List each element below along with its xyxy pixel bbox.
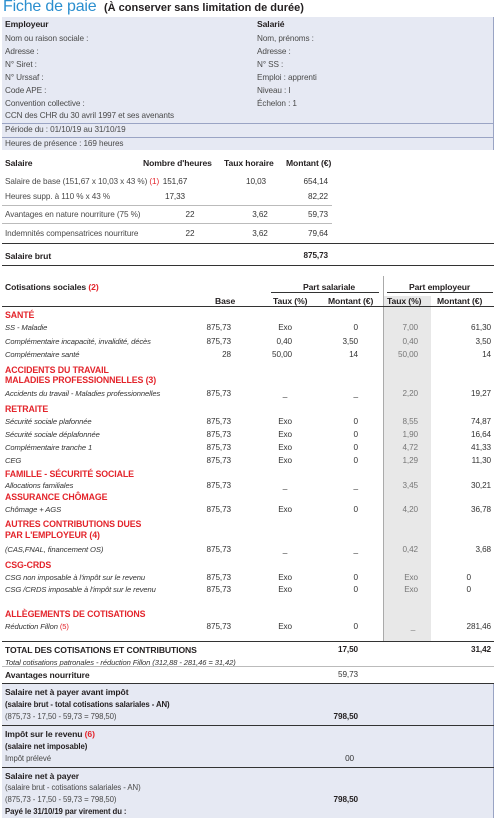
cotisation-montant-employeur: 16,64: [471, 430, 491, 439]
page-title: Fiche de paie: [3, 0, 97, 15]
cotisation-montant-employeur: 61,30: [471, 323, 491, 332]
employer-line: Adresse :: [5, 47, 39, 56]
divider: [2, 725, 494, 726]
cotisation-montant-employeur: 11,30: [471, 456, 491, 465]
avantages-label: Avantages nourriture: [5, 670, 90, 680]
salary-row-hours: 22: [185, 229, 195, 238]
employer-line: CCN des CHR du 30 avril 1997 et ses avenants: [5, 111, 174, 120]
impot-sub1: (salaire net imposable): [5, 742, 88, 751]
section-title: RETRAITE: [5, 404, 49, 414]
cotisation-montant-salarie: _: [353, 481, 358, 490]
cotisation-base: 875,73: [206, 323, 231, 332]
cotisation-label: (CAS,FNAL, financement OS): [5, 545, 104, 554]
col-taux-salarie: Taux (%): [273, 296, 308, 306]
page-subtitle: (À conserver sans limitation de durée): [104, 2, 304, 14]
cotisation-montant-salarie: 0: [353, 417, 358, 426]
cotisation-label: Allocations familiales: [5, 481, 74, 490]
divider: [2, 767, 494, 768]
cotisation-taux-salarie: 0,40: [276, 337, 292, 346]
cotisation-label-text: Réduction Fillon: [5, 622, 60, 631]
section-title: FAMILLE - SÉCURITÉ SOCIALE: [5, 469, 134, 479]
cotisation-montant-employeur: 3,50: [475, 337, 491, 346]
employer-line: Convention collective :: [5, 99, 85, 108]
cotisation-taux-salarie: Exo: [278, 323, 292, 332]
salary-header-rate: Taux horaire: [224, 158, 274, 168]
cotisation-label: Chômage + AGS: [5, 505, 62, 514]
salary-header-hours: Nombre d'heures: [143, 158, 212, 168]
cotisation-montant-employeur: 41,33: [471, 443, 491, 452]
cotisation-base: 875,73: [206, 622, 231, 631]
col-separator: [383, 276, 384, 641]
cotisation-taux-salarie: _: [282, 545, 288, 554]
salary-row-label: Salaire de base (151,67 x 10,03 x 43 %): [5, 177, 150, 186]
salary-row-rate: 10,03: [246, 177, 266, 186]
cotisation-montant-employeur: 14: [482, 350, 491, 359]
salary-row-label: Indemnités compensatrices nourriture: [5, 229, 139, 238]
employee-line: Niveau : I: [257, 86, 291, 95]
cotisations-title: [5, 282, 99, 292]
net-payer-value: 798,50: [333, 795, 358, 804]
cotisation-label: Accidents du travail - Maladies professionnelles: [5, 389, 161, 398]
salary-row-ref: (1): [149, 177, 160, 186]
cotisation-montant-employeur: 36,78: [471, 505, 491, 514]
col-montant-salarie: Montant (€): [328, 296, 374, 306]
cotisation-taux-salarie: Exo: [278, 585, 292, 594]
section-title: ACCIDENTS DU TRAVAIL: [5, 365, 109, 375]
salary-row-amount: 79,64: [308, 229, 328, 238]
cotisation-taux-employeur: 50,00: [398, 350, 418, 359]
divider: [2, 243, 494, 244]
salary-row-hours: 22: [185, 210, 195, 219]
cotisation-taux-salarie: Exo: [278, 622, 292, 631]
section-title: ALLÈGEMENTS DE COTISATIONS: [5, 609, 146, 619]
salary-row-amount: 654,14: [303, 177, 328, 186]
section-title: SANTÉ: [5, 310, 35, 320]
employer-heading: Employeur: [5, 19, 49, 29]
total-patronales: Total cotisations patronales - réduction Fillon (312,88 - 281,46 = 31,42): [5, 658, 236, 667]
cotisation-montant-salarie: 0: [353, 505, 358, 514]
cotisation-montant-salarie: 0: [353, 443, 358, 452]
cotisation-taux-salarie: _: [282, 481, 288, 490]
cotisation-montant-salarie: _: [353, 389, 358, 398]
divider: [2, 205, 332, 206]
cotisation-montant-salarie: 0: [353, 573, 358, 582]
impot-title-ref: (6): [84, 729, 95, 739]
cotisation-label-ref: (5): [59, 622, 69, 631]
salary-row-amount: 82,22: [308, 192, 328, 201]
employee-line: Adresse :: [257, 47, 291, 56]
impot-title: [5, 729, 95, 739]
col-montant-employeur: Montant (€): [437, 296, 483, 306]
part-employeur-heading: Part employeur: [409, 282, 471, 292]
cotisation-base: 875,73: [206, 585, 231, 594]
cotisation-montant-salarie: 0: [353, 622, 358, 631]
cotisation-taux-salarie: Exo: [278, 430, 292, 439]
cotisation-base: 875,73: [206, 389, 231, 398]
cotisation-taux-salarie: Exo: [278, 573, 292, 582]
cotisation-base: 875,73: [206, 337, 231, 346]
cotisation-label: [5, 622, 69, 631]
cotisation-montant-employeur: 19,27: [471, 389, 491, 398]
net-payer-sub1: (salaire brut - cotisations salariales - AN): [5, 783, 141, 792]
cotisation-label: Complémentaire santé: [5, 350, 80, 359]
total-label: TOTAL DES COTISATIONS ET CONTRIBUTIONS: [5, 645, 197, 655]
salary-row-rate: 3,62: [252, 229, 268, 238]
brut-label: Salaire brut: [5, 251, 52, 261]
cotisation-montant-salarie: 0: [353, 585, 358, 594]
part-salariale-heading: Part salariale: [303, 282, 356, 292]
divider: [2, 223, 332, 224]
cotisation-label: Complémentaire incapacité, invalidité, décès: [5, 337, 151, 346]
col-taux-employeur: Taux (%): [387, 296, 422, 306]
cotisation-taux-salarie: 50,00: [272, 350, 292, 359]
cotisation-base: 875,73: [206, 430, 231, 439]
cotisation-base: 875,73: [206, 481, 231, 490]
section-title: AUTRES CONTRIBUTIONS DUES: [5, 519, 142, 529]
cotisation-label: Sécurité sociale déplafonnée: [5, 430, 100, 439]
col-base: Base: [215, 296, 236, 306]
divider: [2, 137, 494, 138]
cotisation-taux-salarie: Exo: [278, 443, 292, 452]
cotisation-base: 875,73: [206, 545, 231, 554]
header: [0, 0, 500, 17]
section-title-2: PAR L'EMPLOYEUR (4): [5, 530, 100, 540]
cotisation-taux-employeur: 0,42: [402, 545, 418, 554]
impot-sub2: Impôt prélevé: [5, 754, 51, 763]
cotisation-montant-salarie: 3,50: [342, 337, 358, 346]
cotisation-montant-employeur: 30,21: [471, 481, 491, 490]
cotisation-montant-employeur: 0: [466, 573, 471, 582]
cotisation-label: Sécurité sociale plafonnée: [5, 417, 92, 426]
total-employeur: 31,42: [471, 645, 491, 654]
employee-line: Échelon : 1: [257, 99, 297, 108]
cotisations-title-ref: (2): [88, 282, 99, 292]
employee-line: Nom, prénoms :: [257, 34, 314, 43]
cotisation-label: CEG: [5, 456, 22, 465]
cotisation-montant-employeur: 0: [466, 585, 471, 594]
cotisation-base: 875,73: [206, 505, 231, 514]
cotisation-taux-employeur: 1,90: [402, 430, 418, 439]
salary-header-label: Salaire: [5, 158, 33, 168]
employee-line: N° SS :: [257, 60, 284, 69]
cotisation-taux-employeur: 3,45: [402, 481, 418, 490]
cotisation-taux-employeur: 2,20: [402, 389, 418, 398]
section-title-2: MALADIES PROFESSIONNELLES (3): [5, 375, 157, 385]
divider: [2, 683, 494, 684]
employer-line: Code APE :: [5, 86, 47, 95]
cotisation-taux-employeur: 0,40: [402, 337, 418, 346]
salary-row-label: Avantages en nature nourriture (75 %): [5, 210, 141, 219]
cotisation-label: CSG non imposable à l'impôt sur le revenu: [5, 573, 146, 582]
cotisation-label: Complémentaire tranche 1: [5, 443, 93, 452]
cotisation-label: SS - Maladie: [5, 323, 48, 332]
cotisation-base: 875,73: [206, 443, 231, 452]
cotisation-montant-employeur: 281,46: [466, 622, 491, 631]
brut-value: 875,73: [303, 251, 328, 260]
impot-value: 00: [345, 754, 354, 763]
period-label: Période du : 01/10/19 au 31/10/19: [5, 125, 126, 134]
net-avant-title: Salaire net à payer avant impôt: [5, 687, 129, 697]
cotisation-taux-employeur: Exo: [404, 573, 418, 582]
cotisation-taux-salarie: _: [282, 389, 288, 398]
salary-row-hours: 151,67: [162, 177, 188, 186]
cotisation-montant-salarie: 0: [353, 430, 358, 439]
cotisation-label: CSG /CRDS imposable à l'impôt sur le revenu: [5, 585, 156, 594]
net-avant-value: 798,50: [333, 712, 358, 721]
cotisations-title-text: Cotisations sociales: [5, 282, 89, 292]
cotisation-montant-employeur: 74,87: [471, 417, 491, 426]
hours-present: Heures de présence : 169 heures: [5, 139, 124, 148]
salary-row-label: Heures supp. à 110 % x 43 %: [5, 192, 111, 201]
cotisation-taux-salarie: Exo: [278, 456, 292, 465]
salary-row-hours: 17,33: [165, 192, 185, 201]
total-salarie: 17,50: [338, 645, 358, 654]
cotisation-taux-employeur: 4,20: [402, 505, 418, 514]
cotisation-montant-salarie: 14: [349, 350, 358, 359]
cotisation-montant-employeur: 3,68: [475, 545, 491, 554]
cotisation-montant-salarie: 0: [353, 323, 358, 332]
avantages-value: 59,73: [338, 670, 358, 679]
salary-row-amount: 59,73: [308, 210, 328, 219]
payment-footer: Payé le 31/10/19 par virement du :: [5, 807, 127, 816]
employer-line: Nom ou raison sociale :: [5, 34, 89, 43]
salary-row-rate: 3,62: [252, 210, 268, 219]
divider: [2, 265, 494, 266]
employee-heading: Salarié: [257, 19, 285, 29]
cotisation-taux-salarie: Exo: [278, 417, 292, 426]
cotisation-montant-salarie: 0: [353, 456, 358, 465]
cotisation-base: 875,73: [206, 417, 231, 426]
cotisation-base: 875,73: [206, 573, 231, 582]
cotisation-taux-employeur: 1,29: [402, 456, 418, 465]
section-title: ASSURANCE CHÔMAGE: [5, 492, 108, 502]
employer-line: N° Urssaf :: [5, 73, 44, 82]
cotisation-montant-salarie: _: [353, 545, 358, 554]
net-avant-sub2: (875,73 - 17,50 - 59,73 = 798,50): [5, 712, 117, 721]
section-title: CSG-CRDS: [5, 560, 52, 570]
salary-header-amount: Montant (€): [286, 158, 332, 168]
divider: [271, 292, 379, 293]
employer-line: N° Siret :: [5, 60, 37, 69]
divider: [2, 123, 494, 124]
divider: [2, 306, 494, 307]
cotisation-taux-employeur: Exo: [404, 585, 418, 594]
impot-title-text: Impôt sur le revenu: [5, 729, 85, 739]
cotisation-taux-salarie: Exo: [278, 505, 292, 514]
cotisation-taux-employeur: 8,55: [402, 417, 418, 426]
net-avant-sub1: (salaire brut - total cotisations salariales - AN): [5, 700, 170, 709]
cotisation-base: 28: [222, 350, 231, 359]
employee-line: Emploi : apprenti: [257, 73, 317, 82]
net-payer-title: Salaire net à payer: [5, 771, 80, 781]
net-payer-sub2: (875,73 - 17,50 - 59,73 = 798,50): [5, 795, 117, 804]
cotisation-taux-employeur: 4,72: [402, 443, 418, 452]
divider: [2, 641, 494, 642]
divider: [387, 292, 493, 293]
divider: [2, 666, 494, 667]
cotisation-taux-employeur: _: [410, 622, 416, 631]
cotisation-taux-employeur: 7,00: [402, 323, 418, 332]
cotisation-base: 875,73: [206, 456, 231, 465]
